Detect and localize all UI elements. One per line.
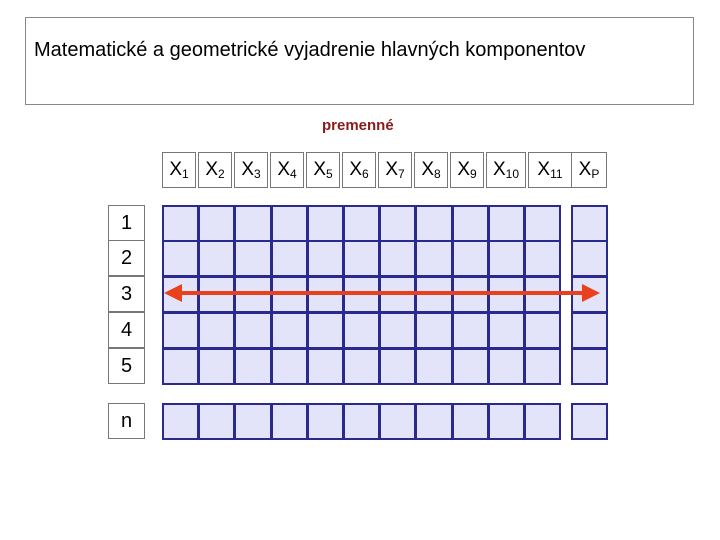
matrix-cell-last-column	[571, 205, 608, 242]
matrix-cell	[415, 348, 452, 385]
column-header	[270, 152, 304, 188]
column-header	[414, 152, 448, 188]
matrix-cell	[452, 240, 489, 277]
matrix-cell	[198, 276, 235, 313]
row-header: 5	[108, 348, 145, 384]
matrix-cell	[271, 276, 308, 313]
matrix-cell	[162, 312, 199, 349]
column-header-base: X	[421, 159, 434, 180]
column-header-subscript: 7	[398, 167, 405, 181]
matrix-cell	[234, 348, 271, 385]
matrix-cell	[415, 205, 452, 242]
column-header	[450, 152, 484, 188]
matrix-cell	[343, 205, 380, 242]
column-header-base: X	[241, 159, 254, 180]
matrix-cell	[415, 240, 452, 277]
row-header: 2	[108, 240, 145, 276]
matrix-cell	[271, 403, 308, 440]
column-header-subscript: P	[591, 167, 600, 181]
matrix-cell	[379, 403, 416, 440]
variables-label: premenné	[322, 117, 394, 134]
column-header	[306, 152, 340, 188]
matrix-cell	[379, 312, 416, 349]
matrix-cell	[198, 348, 235, 385]
matrix-cell	[524, 403, 561, 440]
matrix-cell	[198, 240, 235, 277]
matrix-cell	[343, 348, 380, 385]
column-header-subscript: 8	[434, 167, 441, 181]
matrix-cell	[271, 348, 308, 385]
matrix-cell	[379, 348, 416, 385]
matrix-cell	[524, 348, 561, 385]
matrix-cell	[162, 205, 199, 242]
column-header-base: X	[205, 159, 218, 180]
matrix-cell	[524, 276, 561, 313]
matrix-cell	[271, 205, 308, 242]
matrix-cell-last-column	[571, 348, 608, 385]
matrix-cell-last-column	[571, 240, 608, 277]
matrix-cell	[162, 276, 199, 313]
matrix-cell	[488, 240, 525, 277]
matrix-cell	[379, 276, 416, 313]
column-header	[198, 152, 232, 188]
matrix-cell	[234, 276, 271, 313]
column-header-subscript: 3	[254, 167, 261, 181]
matrix-cell	[452, 205, 489, 242]
matrix-cell	[307, 205, 344, 242]
matrix-cell	[307, 403, 344, 440]
column-header-base: X	[169, 159, 182, 180]
matrix-cell	[488, 312, 525, 349]
matrix-cell	[307, 276, 344, 313]
column-header-base: X	[457, 159, 470, 180]
matrix-cell	[452, 348, 489, 385]
matrix-cell-last-column	[571, 312, 608, 349]
matrix-cell	[234, 205, 271, 242]
matrix-cell	[488, 276, 525, 313]
title-box	[25, 17, 694, 105]
column-header-subscript: 9	[470, 167, 477, 181]
column-header	[528, 152, 572, 188]
matrix-cell-last-column	[571, 276, 608, 313]
matrix-cell	[234, 312, 271, 349]
column-header-subscript: 5	[326, 167, 333, 181]
row-header: 4	[108, 312, 145, 348]
column-header-base: X	[349, 159, 362, 180]
matrix-cell	[307, 240, 344, 277]
matrix-cell	[379, 205, 416, 242]
column-header-base: X	[492, 159, 506, 180]
matrix-cell	[452, 403, 489, 440]
matrix-cell	[415, 276, 452, 313]
matrix-cell	[488, 205, 525, 242]
matrix-cell	[307, 348, 344, 385]
matrix-cell	[524, 312, 561, 349]
column-header	[342, 152, 376, 188]
row-header: 3	[108, 276, 145, 312]
matrix-cell	[271, 312, 308, 349]
matrix-cell	[162, 348, 199, 385]
column-header	[378, 152, 412, 188]
matrix-cell	[343, 403, 380, 440]
column-header-subscript: 4	[290, 167, 297, 181]
column-header-last	[571, 152, 607, 188]
matrix-cell	[307, 312, 344, 349]
matrix-cell	[198, 205, 235, 242]
matrix-cell	[415, 312, 452, 349]
matrix-cell	[452, 276, 489, 313]
matrix-cell	[162, 403, 199, 440]
column-header-base: X	[578, 159, 592, 180]
matrix-cell	[524, 240, 561, 277]
column-header-subscript: 10	[505, 167, 520, 181]
column-header	[486, 152, 526, 188]
matrix-cell	[271, 240, 308, 277]
matrix-cell	[343, 276, 380, 313]
matrix-cell	[162, 240, 199, 277]
column-header-base: X	[385, 159, 398, 180]
column-header	[234, 152, 268, 188]
matrix-cell	[524, 205, 561, 242]
column-header-subscript: 1	[182, 167, 189, 181]
matrix-cell	[234, 240, 271, 277]
matrix-cell	[379, 240, 416, 277]
matrix-cell	[198, 312, 235, 349]
matrix-cell	[234, 403, 271, 440]
column-header-base: X	[537, 159, 551, 180]
row-header-last: n	[108, 403, 145, 439]
row-header: 1	[108, 205, 145, 241]
column-header-base: X	[313, 159, 326, 180]
matrix-cell	[488, 348, 525, 385]
matrix-cell	[343, 240, 380, 277]
matrix-cell	[452, 312, 489, 349]
column-header-subscript: 11	[550, 167, 563, 181]
page-title: Matematické a geometrické vyjadrenie hlavných komponentov	[34, 39, 586, 61]
matrix-cell	[343, 312, 380, 349]
column-header-base: X	[277, 159, 290, 180]
matrix-cell-last-column	[571, 403, 608, 440]
column-header	[162, 152, 196, 188]
column-header-subscript: 2	[218, 167, 225, 181]
matrix-cell	[488, 403, 525, 440]
matrix-cell	[415, 403, 452, 440]
column-header-subscript: 6	[362, 167, 369, 181]
matrix-cell	[198, 403, 235, 440]
